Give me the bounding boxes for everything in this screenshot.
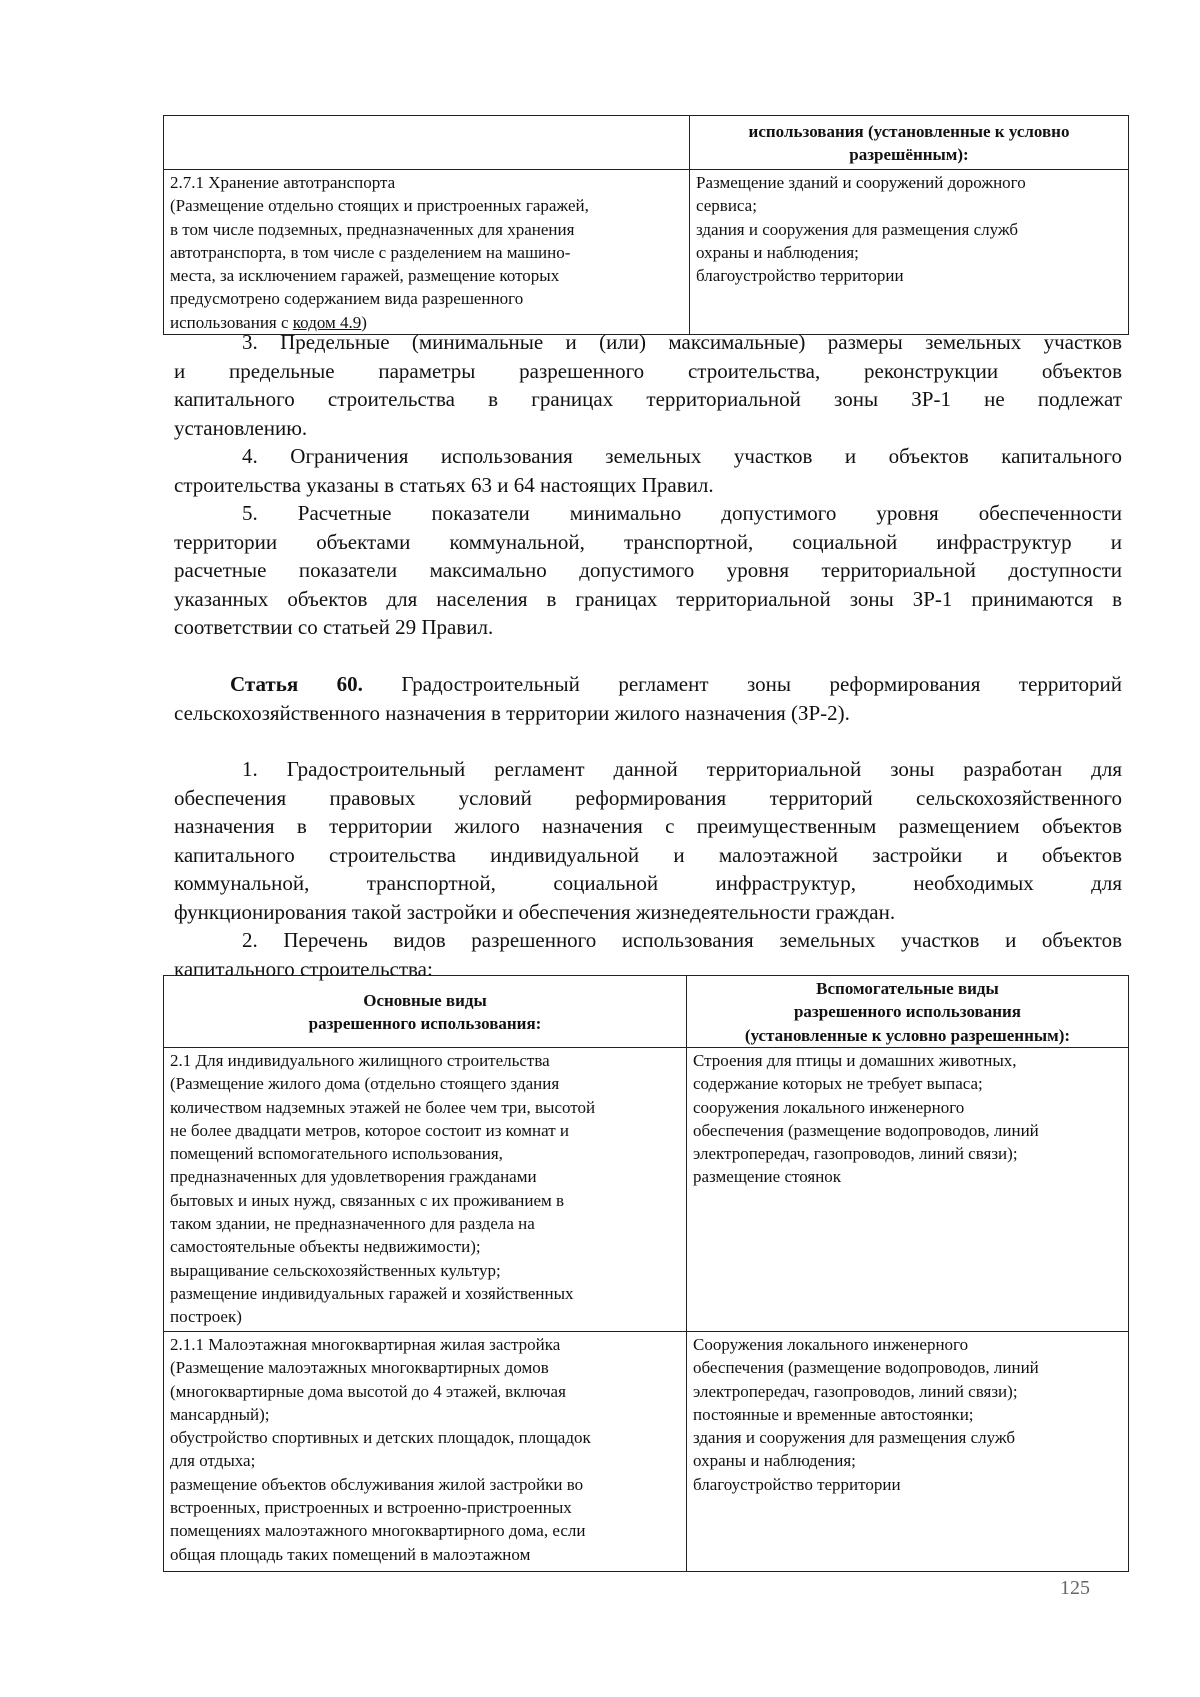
cell-text-line: (многоквартирные дома высотой до 4 этажей, включая	[170, 1381, 566, 1401]
cell-text-line: (Размещение жилого дома (отдельно стоящего здания	[170, 1074, 560, 1094]
header-text-line: использования (установленные к условно	[748, 121, 1070, 141]
code-link[interactable]: кодом 4.9	[292, 312, 362, 332]
cell-text-line: встроенных, пристроенных и встроенно-пристроенных	[170, 1498, 572, 1518]
text-line: установлению.	[174, 415, 308, 440]
cell-text-line: (Размещение отдельно стоящих и пристроенных гаражей,	[170, 196, 589, 216]
cell-text-line: содержание которых не требует выпаса;	[693, 1074, 983, 1094]
cell-text-line: здания и сооружения для размещения служб	[693, 1428, 1016, 1448]
article-title-part: Градостроительный регламент зоны реформирования территорий	[362, 672, 1123, 696]
cell-text-line: сооружения локального инженерного	[693, 1097, 965, 1117]
table-header-row	[164, 116, 1129, 170]
cell-text-line: построек)	[170, 1307, 242, 1327]
paragraph-5	[174, 499, 1122, 642]
cell-text-line: охраны и наблюдения;	[693, 1451, 856, 1471]
cell-text-line: Строения для птицы и домашних животных,	[693, 1051, 1017, 1070]
text-line: назначения в территории жилого назначения с преимущественным размещением объектов	[174, 814, 1122, 839]
header-text-line: разрешенного использования:	[308, 1014, 542, 1033]
text-line: и предельные параметры разрешенного строительства, реконструкции объектов	[174, 358, 1122, 383]
auxiliary-use-cell	[687, 1048, 1129, 1332]
cell-text-line: сервиса;	[696, 196, 757, 216]
cell-text-line: самостоятельные объекты недвижимости);	[170, 1237, 481, 1257]
text-line: расчетные показатели максимально допустимого уровня территориальной доступности	[174, 558, 1122, 583]
main-use-cell	[164, 170, 690, 335]
cell-text-line: в том числе подземных, предназначенных для хранения	[170, 219, 575, 239]
auxiliary-use-cell	[687, 1332, 1129, 1572]
cell-text-line: электропередач, газопроводов, линий связи);	[693, 1381, 1018, 1401]
text-line: капитального строительства индивидуальной и малоэтажной застройки и объектов	[174, 842, 1122, 867]
main-use-cell	[164, 1048, 687, 1332]
cell-text-line: не более двадцати метров, которое состоит из комнат и	[170, 1120, 569, 1140]
cell-text-line: помещениях малоэтажного многоквартирного дома, если	[170, 1521, 586, 1541]
cell-text-line: благоустройство территории	[696, 266, 904, 286]
cell-text-line: предназначенных для удовлетворения гражданами	[170, 1167, 537, 1187]
paragraph-1	[174, 755, 1122, 927]
cell-text-line: здания и сооружения для размещения служб	[696, 219, 1019, 239]
cell-text-line: автотранспорта, в том числе с разделением на машино-	[170, 242, 571, 262]
cell-text-line: общая площадь таких помещений в малоэтажном	[170, 1544, 531, 1564]
main-use-cell	[164, 1332, 687, 1572]
article-number: Статья 60.	[230, 672, 363, 696]
cell-text-line: выращивание сельскохозяйственных культур;	[170, 1260, 501, 1280]
table-header-row	[164, 976, 1129, 1048]
text-line: сельскохозяйственного назначения в территории жилого назначения (ЗР-2).	[174, 700, 850, 725]
text-line: указанных объектов для населения в границах территориальной зоны ЗР-1 принимаются в	[174, 586, 1122, 611]
text-line: коммунальной, транспортной, социальной инфраструктур, необходимых для	[174, 871, 1122, 896]
text-line: 3. Предельные (минимальные и (или) максимальные) размеры земельных участков	[242, 330, 1122, 354]
cell-text-fragment: )	[361, 312, 367, 332]
header-cell-auxiliary	[687, 976, 1129, 1048]
header-cell-auxiliary	[690, 116, 1129, 170]
text-line: соответствии со статьей 29 Правил.	[174, 615, 494, 640]
text-line: 4. Ограничения использования земельных участков и объектов капитального	[242, 444, 1122, 468]
cell-text-line: помещений вспомогательного использования,	[170, 1144, 503, 1164]
header-text-line: (установленные к условно разрешенным):	[744, 1025, 1071, 1045]
cell-text-line: таком здании, не предназначенного для раздела на	[170, 1214, 535, 1234]
cell-text-line: (Размещение малоэтажных многоквартирных домов	[170, 1358, 549, 1378]
text-line	[174, 670, 1122, 699]
cell-text-line: постоянные и временные автостоянки;	[693, 1404, 974, 1424]
text-line: обеспечения правовых условий реформирования территорий сельскохозяйственного	[174, 785, 1122, 810]
paragraph-4	[174, 442, 1122, 499]
regulation-table-continued	[163, 115, 1129, 335]
cell-text-line: 2.7.1 Хранение автотранспорта	[170, 173, 396, 192]
cell-text-line: благоустройство территории	[693, 1474, 901, 1494]
cell-text-line: обустройство спортивных и детских площадок, площадок	[170, 1428, 591, 1448]
header-cell-empty	[164, 116, 690, 170]
header-text-line: Основные виды	[363, 990, 487, 1010]
article-heading	[174, 670, 1122, 727]
table-row	[164, 1332, 1129, 1572]
cell-text-line: количеством надземных этажей не более чем три, высотой	[170, 1097, 596, 1117]
cell-text-line: мансардный);	[170, 1404, 270, 1424]
cell-text-line: обеспечения (размещение водопроводов, линий	[693, 1358, 1039, 1378]
text-line: капитального строительства:	[174, 956, 433, 981]
cell-text-line: для отдыха;	[170, 1451, 256, 1471]
paragraph-3	[174, 328, 1122, 442]
text-line: 1. Градостроительный регламент данной территориальной зоны разработан для	[242, 757, 1122, 781]
cell-text-line: Сооружения локального инженерного	[693, 1335, 969, 1354]
text-line: 2. Перечень видов разрешенного использования земельных участков и объектов	[242, 928, 1122, 952]
header-cell-main	[164, 976, 687, 1048]
text-line: функционирования такой застройки и обеспечения жизнедеятельности граждан.	[174, 899, 896, 924]
header-text-line: разрешённым):	[849, 145, 969, 164]
permitted-use-table	[163, 975, 1129, 1572]
cell-text-line: обеспечения (размещение водопроводов, линий	[693, 1120, 1039, 1140]
cell-text-fragment: использования с	[170, 312, 293, 332]
cell-text-line: 2.1.1 Малоэтажная многоквартирная жилая застройка	[170, 1335, 561, 1354]
auxiliary-use-cell	[690, 170, 1129, 335]
text-line: 5. Расчетные показатели минимально допустимого уровня обеспеченности	[242, 501, 1122, 525]
header-text-line: Вспомогательные виды	[816, 979, 999, 999]
cell-text-line: размещение объектов обслуживания жилой застройки во	[170, 1474, 584, 1494]
text-line: территории объектами коммунальной, транспортной, социальной инфраструктур и	[174, 529, 1122, 554]
text-line: строительства указаны в статьях 63 и 64 настоящих Правил.	[174, 472, 714, 497]
table-row	[164, 170, 1129, 335]
cell-text-line: охраны и наблюдения;	[696, 242, 859, 262]
cell-text-line: предусмотрено содержанием вида разрешенного	[170, 289, 524, 309]
page-number: 125	[1060, 1577, 1090, 1599]
cell-text-line: места, за исключением гаражей, размещение которых	[170, 266, 560, 286]
cell-text-line: размещение индивидуальных гаражей и хозяйственных	[170, 1283, 574, 1303]
cell-text-line: 2.1 Для индивидуального жилищного строительства	[170, 1051, 550, 1070]
cell-text-line: размещение стоянок	[693, 1167, 842, 1187]
text-line: капитального строительства в границах территориальной зоны ЗР-1 не подлежат	[174, 387, 1122, 412]
cell-text-line: бытовых и иных нужд, связанных с их проживанием в	[170, 1190, 565, 1210]
cell-text-line: Размещение зданий и сооружений дорожного	[696, 173, 1026, 192]
table-row	[164, 1048, 1129, 1332]
header-text-line: разрешенного использования	[793, 1002, 1022, 1022]
cell-text-line: электропередач, газопроводов, линий связи);	[693, 1144, 1018, 1164]
